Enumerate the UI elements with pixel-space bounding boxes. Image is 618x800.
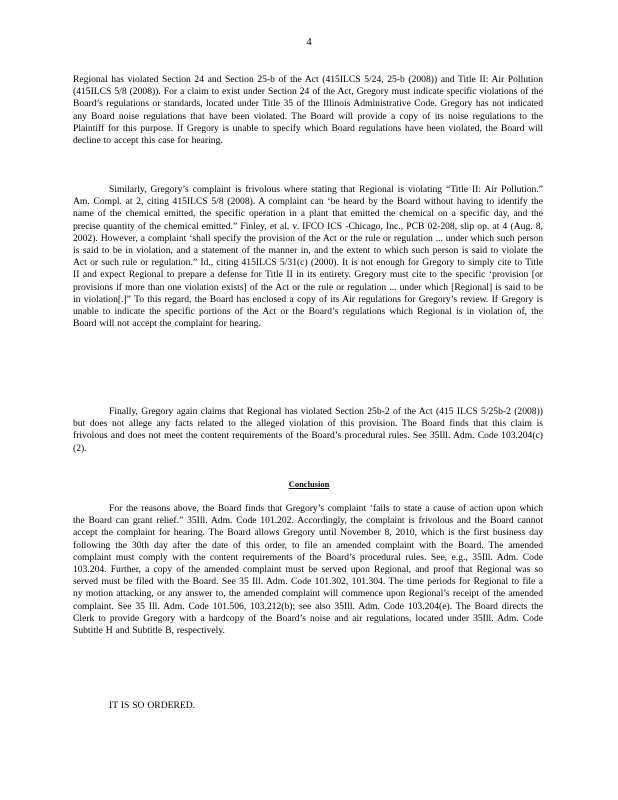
paragraph-section-24-violation: Regional has violated Section 24 and Section 25-b of the Act (415ILCS 5/24, 25-b (2008)) and Title II: Air Pollution (415ILCS 5/8 (2008)). For a claim to exist under Section 24 of the Act, Gregory must indicate specific violations of the Board’s regulations or standards, located under Title 35 of the Illinois Administrative Code. Gregory has not indicated any Board noise regulations that have been violated. The Board will provide a copy of its noise regulations to the Plaintiff for this purpose. If Gregory is unable to specify which Board regulations have been violated, the Board will decline to accept this case for hearing. <box>73 74 543 147</box>
paragraph-section-25b-2-claim: Finally, Gregory again claims that Regional has violated Section 25b-2 of the Act (415 ILCS 5/25b-2 (2008)) but does not allege any facts related to the alleged violation of this provision. The Board finds that this claim is frivolous and does not meet the content requirements of the Board’s procedural rules. See 35Ill. Adm. Code 103.204(c)(2). <box>73 406 543 454</box>
conclusion-heading <box>0 479 618 489</box>
page-number: 4 <box>306 36 312 48</box>
paragraph-conclusion: For the reasons above, the Board finds that Gregory’s complaint ‘fails to state a cause of action upon which the Board can grant relief.” 35Ill. Adm. Code 101.202. Accordingly, the complaint is frivolous and the Board cannot accept the complaint for hearing. The Board allows Gregory until November 8, 2010, which is the first business day following the 30th day after the date of this order, to file an amended complaint with the Board. The amended complaint must comply with the content requirements of the Board’s procedural rules. See, e.g., 35Ill. Adm. Code 103.204. Further, a copy of the amended complaint must be served upon Regional, and proof that Regional was so served must be filed with the Board. See 35 Ill. Adm. Code 101.302, 101.304. The time periods for Regional to file a ny motion attacking, or any answer to, the amended complaint will commence upon Regional’s receipt of the amended complaint. See 35 Ill. Adm. Code 101.506, 103.212(b); see also 35Ill. Adm. Code 103.204(e). The Board directs the Clerk to provide Gregory with a hardcopy of the Board’s noise and air regulations, located under 35Ill. Adm. Code Subtitle H and Subtitle B, respectively. <box>73 503 543 637</box>
paragraph-air-pollution-claim: Similarly, Gregory’s complaint is frivolous where stating that Regional is violating “Title II: Air Pollution.” Am. Compl. at 2, citing 415ILCS 5/8 (2008). A complaint can ‘be heard by the Board without having to identify the name of the chemical emitted, the specific operation in a plant that emitted the chemical on a specific day, and the precise quantity of the chemical emitted.” Finley, et al. v. IFCO ICS -Chicago, Inc., PCB 02-208, slip op. at 4 (Aug. 8, 2002). However, a complaint ‘shall specify the provision of the Act or the rule or regulation ... under which such person is said to be in violation, and a statement of the manner in, and the extent to which such person is said to violate the Act or such rule or regulation.” Id., citing 415ILCS 5/31(c) (2000). It is not enough for Gregory to simply cite to Title II and expect Regional to prepare a defense for Title II in its entirety. Gregory must cite to the specific ‘provision [or provisions if more than one violation exists] of the Act or the rule or regulation ... under which [Regional] is said to be in violation[.]” To this regard, the Board has enclosed a copy of its Air regulations for Gregory’s review. If Gregory is unable to indicate the specific portions of the Act or the Board’s regulations which Regional is in violation of, the Board will not accept the complaint for hearing. <box>73 184 543 330</box>
order-statement: IT IS SO ORDERED. <box>109 700 196 711</box>
conclusion-heading-text: Conclusion <box>288 479 330 489</box>
